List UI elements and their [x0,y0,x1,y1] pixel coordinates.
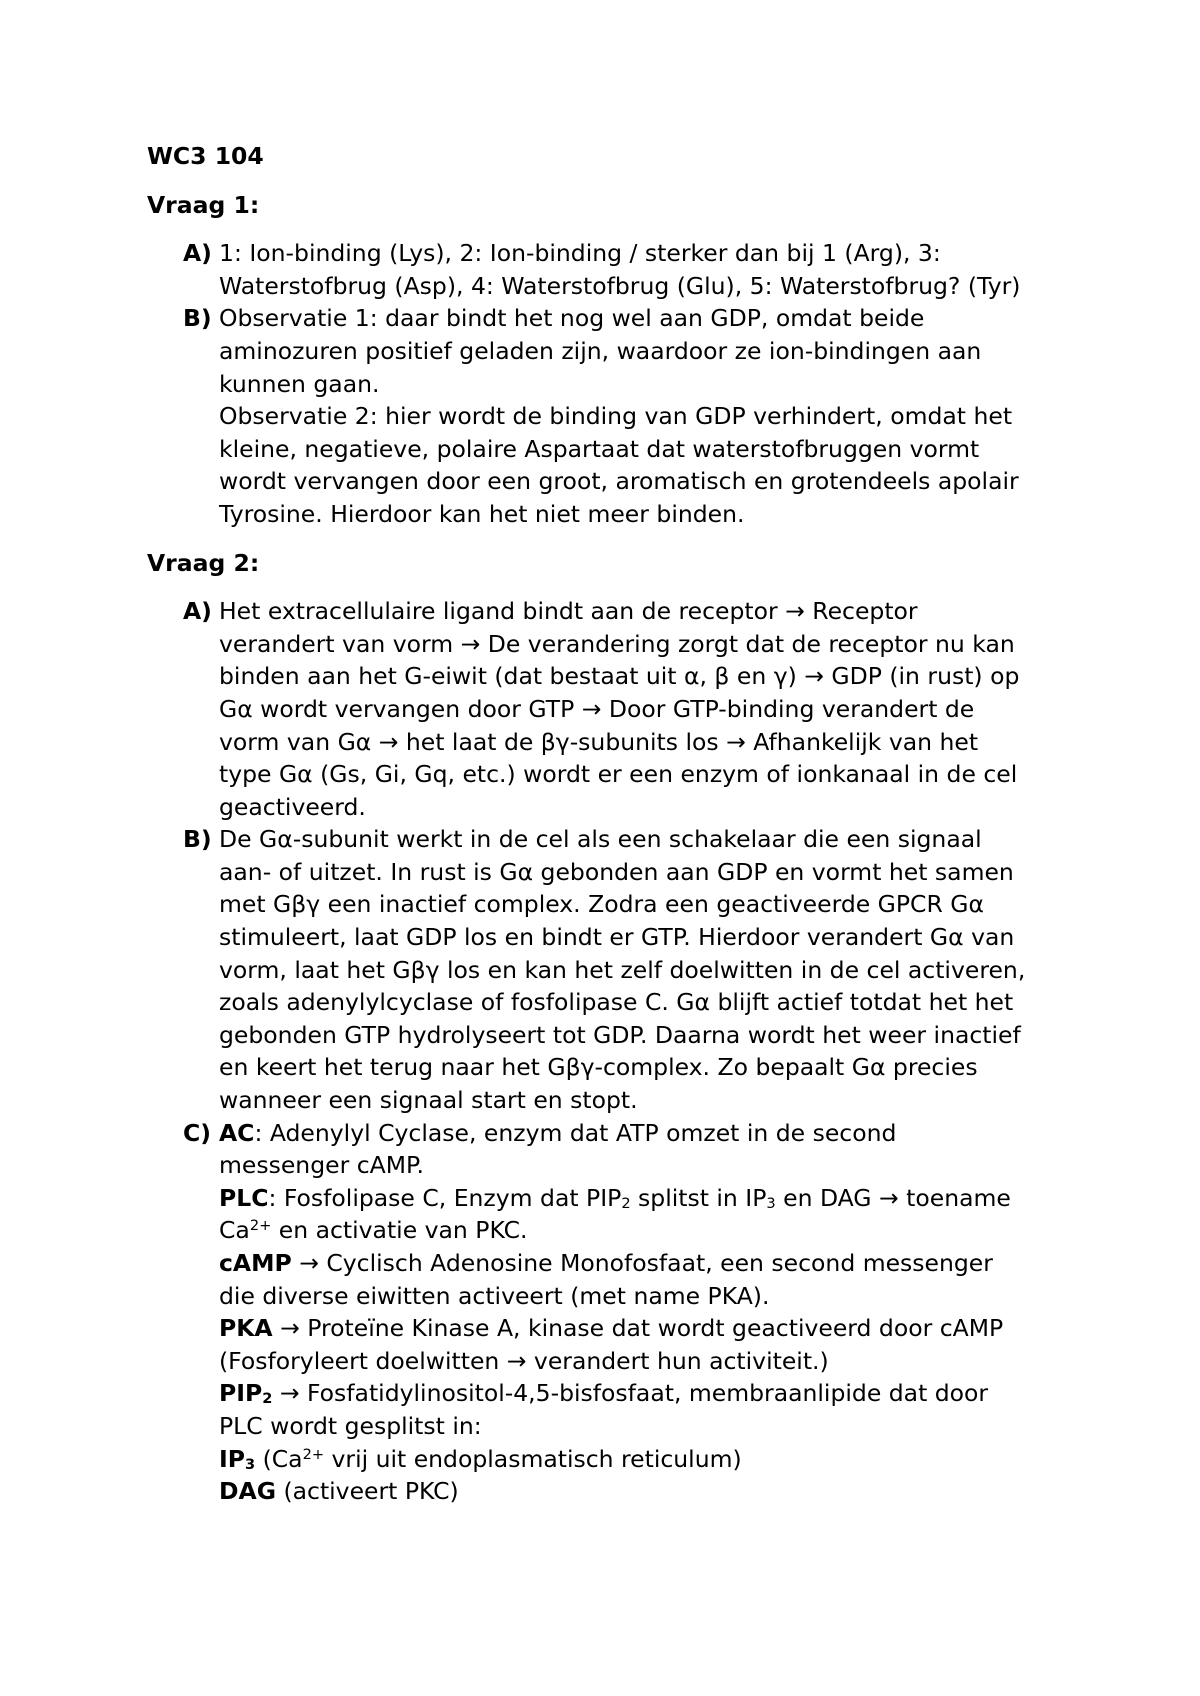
glossary-text: Ca [219,1216,250,1245]
glossary-term [219,1445,255,1473]
answer-line: Gα wordt vervangen door GTP → Door GTP-binding verandert de [219,694,975,723]
answer-line: vorm van Gα → het laat de βγ-subunits los → Afhankelijk van het [219,727,979,756]
answer-line: vorm, laat het Gβγ los en kan het zelf doelwitten in de cel activeren, [219,955,1026,984]
document-title: WC3 104 [147,142,264,170]
glossary-term: cAMP [219,1249,292,1277]
glossary-text: en DAG → toename [775,1183,1011,1212]
glossary-text: splitst in IP [630,1183,767,1212]
document-page [147,140,1087,1524]
glossary-text-continued [219,1214,1087,1247]
answer-line: kleine, negatieve, polaire Aspartaat dat waterstofbruggen vormt [219,434,980,463]
question-2 [147,547,1087,1508]
glossary-text: vrij uit endoplasmatisch reticulum) [324,1444,742,1473]
answer-line: Observatie 2: hier wordt de binding van GDP verhindert, omdat het [219,402,1013,431]
subscript: 2 [262,1390,273,1408]
answer-line: aan- of uitzet. In rust is Gα gebonden aan GDP en vormt het samen [219,857,1014,886]
glossary-term: DAG [219,1477,276,1506]
glossary-text: : Fosfolipase C, Enzym dat PIP [268,1183,622,1212]
glossary-text-continued: die diverse eiwitten activeert (met name PKA). [219,1281,770,1310]
answer-2b [147,823,1087,1116]
glossary-text-continued: PLC wordt gesplitst in: [219,1411,482,1440]
answer-line: Het extracellulaire ligand bindt aan de receptor → Receptor [219,597,918,626]
answer-line: met Gβγ een inactief complex. Zodra een geactiveerde GPCR Gα [219,890,984,919]
glossary-entry-ac [219,1117,1087,1150]
question-heading: Vraag 1: [147,190,260,219]
superscript: 2+ [302,1445,325,1463]
answer-1b [147,302,1087,530]
answer-line: stimuleert, laat GDP los en bindt er GTP. Hierdoor verandert Gα van [219,923,1015,952]
answer-line: en keert het terug naar het Gβγ-complex. Zo bepaalt Gα precies [219,1053,978,1082]
glossary-term-text: IP [219,1444,245,1473]
glossary-text: en activatie van PKC. [271,1216,528,1245]
glossary-text: → Proteïne Kinase A, kinase dat wordt geactiveerd door cAMP [272,1314,1004,1343]
glossary-term-text: PIP [219,1379,263,1408]
question-heading: Vraag 2: [147,548,260,577]
answer-line: binden aan het G-eiwit (dat bestaat uit α, β en γ) → GDP (in rust) op [219,662,1020,691]
answer-line: 1: Ion-binding (Lys), 2: Ion-binding / sterker dan bij 1 (Arg), 3: [219,239,941,268]
glossary-entry-ip3 [219,1443,1087,1476]
answer-line: Tyrosine. Hierdoor kan het niet meer binden. [219,499,745,528]
glossary-term [219,1379,272,1407]
answer-line: verandert van vorm → De verandering zorgt dat de receptor nu kan [219,629,1015,658]
glossary-text-continued: messenger cAMP. [219,1151,424,1180]
subscript: 2 [621,1194,631,1212]
answer-label: B) [183,304,212,333]
answer-line: kunnen gaan. [219,369,380,398]
glossary-text-continued: (Fosforyleert doelwitten → verandert hun activiteit.) [219,1346,829,1375]
answer-2a [147,595,1087,823]
answer-line: type Gα (Gs, Gi, Gq, etc.) wordt er een enzym of ionkanaal in de cel [219,760,1018,789]
question-1 [147,189,1087,531]
answer-label: C) [183,1118,211,1147]
answer-line: zoals adenylylcyclase of fosfolipase C. Gα blijft actief totdat het het [219,988,1014,1017]
glossary-text: → Fosfatidylinositol-4,5-bisfosfaat, membraanlipide dat door [272,1379,989,1408]
glossary-entry-pip2 [219,1377,1087,1410]
glossary-term: AC [219,1118,255,1147]
answer-line: gebonden GTP hydrolyseert tot GDP. Daarna wordt het weer inactief [219,1020,1021,1049]
glossary-text: : Adenylyl Cyclase, enzym dat ATP omzet in de second [254,1118,897,1147]
glossary-text: (Ca [255,1444,303,1473]
answer-line: aminozuren positief geladen zijn, waardoor ze ion-bindingen aan [219,336,982,365]
answer-line: wanneer een signaal start en stopt. [219,1086,638,1115]
glossary-term: PLC [219,1183,269,1212]
superscript: 2+ [249,1217,272,1235]
glossary-text: (activeert PKC) [275,1477,459,1506]
subscript: 3 [244,1455,256,1473]
answer-1a [147,237,1087,302]
subscript: 3 [766,1194,776,1212]
glossary-entry-dag [219,1475,1087,1508]
glossary-term: PKA [219,1314,273,1343]
glossary-entry-plc [219,1182,1087,1215]
glossary-entry-pka [219,1312,1087,1345]
answer-line: De Gα-subunit werkt in de cel als een schakelaar die een signaal [219,825,982,854]
answer-line: wordt vervangen door een groot, aromatisch en grotendeels apolair [219,467,1019,496]
glossary-text: → Cyclisch Adenosine Monofosfaat, een second messenger [291,1249,993,1277]
answer-label: A) [183,239,212,268]
answer-line: Waterstofbrug (Asp), 4: Waterstofbrug (Glu), 5: Waterstofbrug? (Tyr) [219,271,1021,300]
answer-label: A) [183,597,212,626]
answer-line: geactiveerd. [219,792,366,821]
glossary-entry-camp [219,1247,1087,1280]
answer-line: Observatie 1: daar bindt het nog wel aan GDP, omdat beide [219,304,925,333]
answer-2c [147,1117,1087,1508]
answer-label: B) [183,825,212,854]
